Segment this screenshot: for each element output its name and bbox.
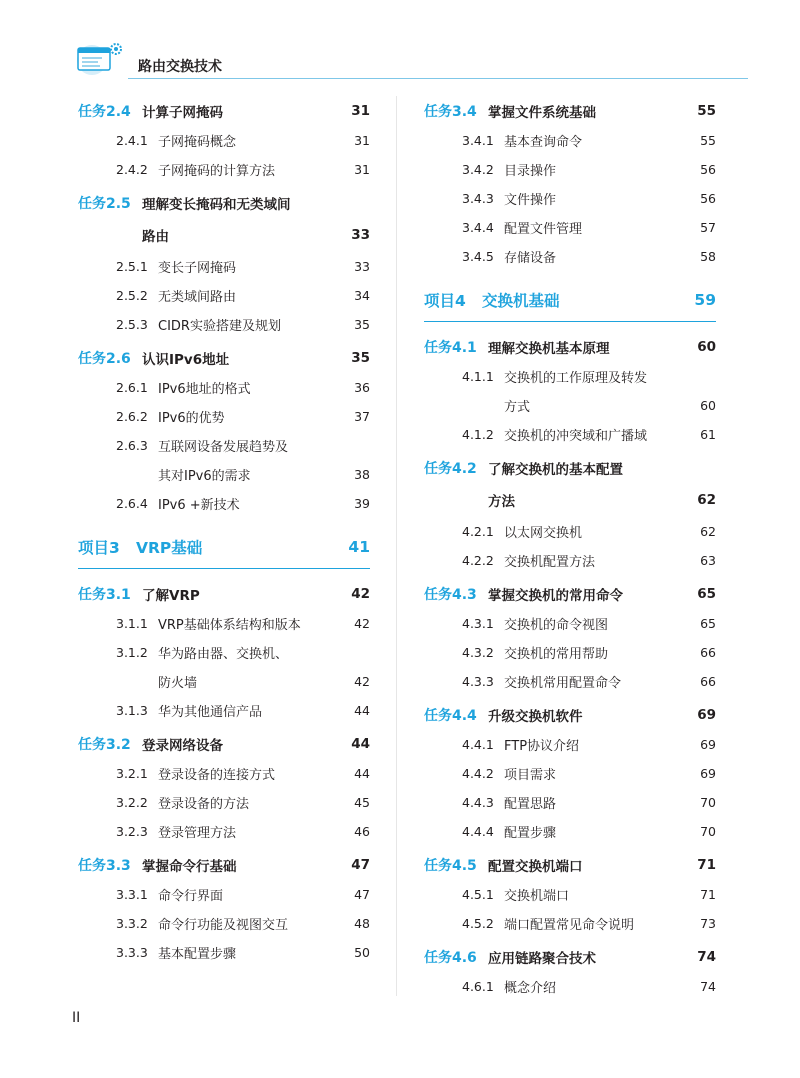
toc-entry-title: 无类域间路由	[158, 290, 237, 305]
toc-entry-title: 端口配置常见命令说明	[504, 918, 635, 933]
column-divider	[396, 96, 397, 996]
toc-entry-page: 70	[700, 795, 716, 810]
header-title: 路由交换技术	[138, 59, 222, 75]
toc-section-entry[interactable]	[78, 402, 370, 431]
toc-entry-title: 认识IPv6地址	[142, 352, 230, 368]
toc-entry-title: 登录设备的方法	[158, 797, 250, 812]
toc-entry-title: 命令行功能及视图交互	[158, 918, 289, 933]
toc-entry-title: 目录操作	[504, 164, 557, 179]
toc-entry-number: 4.3.1	[462, 616, 494, 631]
toc-entry-title: 方法	[488, 494, 515, 510]
toc-entry-title: 配置步骤	[504, 826, 557, 841]
toc-entry-title: 登录管理方法	[158, 826, 237, 841]
toc-section-entry[interactable]	[78, 460, 370, 489]
toc-entry-title: 掌握交换机的常用命令	[488, 588, 623, 604]
toc-entry-page: 33	[351, 227, 370, 243]
toc-section-entry[interactable]	[424, 362, 716, 391]
toc-entry-title: 以太网交换机	[504, 526, 583, 541]
toc-entry-number: 2.6.4	[116, 496, 148, 511]
toc-entry-title: 理解交换机基本原理	[488, 341, 610, 357]
toc-section-entry[interactable]	[78, 155, 370, 184]
toc-entry-title: IPv6 +新技术	[158, 498, 240, 513]
toc-entry-page: 50	[354, 945, 370, 960]
toc-entry-number: 2.6.2	[116, 409, 148, 424]
toc-entry-title: 方式	[504, 400, 531, 415]
toc-entry-title: 交换机端口	[504, 889, 570, 904]
toc-entry-title: 配置思路	[504, 797, 557, 812]
toc-entry-page: 38	[354, 467, 370, 482]
toc-entry-page: 71	[697, 857, 716, 873]
toc-entry-page: 33	[354, 259, 370, 274]
toc-entry-number: 4.5.2	[462, 916, 494, 931]
toc-task-entry[interactable]	[78, 96, 370, 126]
toc-entry-page: 70	[700, 824, 716, 839]
toc-entry-page: 45	[354, 795, 370, 810]
toc-entry-title: 了解交换机的基本配置	[488, 462, 623, 478]
toc-entry-number: 2.5.2	[116, 288, 148, 303]
toc-entry-page: 44	[354, 766, 370, 781]
toc-task-entry[interactable]	[424, 942, 716, 972]
toc-section-entry[interactable]	[424, 609, 716, 638]
toc-project-entry[interactable]	[78, 526, 370, 569]
toc-entry-title: 基本查询命令	[504, 135, 583, 150]
toc-entry-number: 2.4.2	[116, 162, 148, 177]
toc-entry-number: 3.1.3	[116, 703, 148, 718]
toc-section-entry[interactable]	[424, 909, 716, 938]
toc-entry-page: 62	[700, 524, 716, 539]
toc-entry-title: IPv6地址的格式	[158, 382, 251, 397]
toc-section-entry[interactable]	[424, 817, 716, 846]
toc-section-entry[interactable]	[78, 909, 370, 938]
toc-entry-number: 2.6.1	[116, 380, 148, 395]
toc-entry-number: 4.5.1	[462, 887, 494, 902]
toc-entry-page: 59	[694, 291, 716, 309]
toc-entry-page: 47	[351, 857, 370, 873]
toc-entry-title: 交换机的工作原理及转发	[504, 371, 648, 386]
toc-task-entry[interactable]	[78, 343, 370, 373]
toc-entry-page: 39	[354, 496, 370, 511]
toc-section-entry[interactable]	[424, 517, 716, 546]
toc-entry-number: 4.2.1	[462, 524, 494, 539]
toc-entry-title: 互联网设备发展趋势及	[158, 440, 289, 455]
toc-entry-page: 37	[354, 409, 370, 424]
toc-entry-number: 任务4.1	[424, 340, 477, 356]
toc-entry-page: 35	[351, 350, 370, 366]
toc-entry-title: FTP协议介绍	[504, 739, 580, 754]
toc-section-entry[interactable]	[424, 546, 716, 575]
toc-entry-title: 文件操作	[504, 193, 557, 208]
toc-entry-title: 交换机配置方法	[504, 555, 596, 570]
toc-section-entry[interactable]	[78, 817, 370, 846]
toc-section-entry[interactable]	[78, 667, 370, 696]
toc-entry-title: 交换机的常用帮助	[504, 647, 609, 662]
toc-entry-title: 交换机基础	[482, 292, 560, 310]
toc-task-entry[interactable]	[424, 483, 716, 517]
toc-entry-title: 登录设备的连接方式	[158, 768, 276, 783]
toc-entry-number: 3.4.2	[462, 162, 494, 177]
toc-section-entry[interactable]	[78, 788, 370, 817]
toc-entry-page: 73	[700, 916, 716, 931]
toc-section-entry[interactable]	[424, 242, 716, 271]
toc-entry-number: 任务2.5	[78, 196, 131, 212]
toc-task-entry[interactable]	[424, 579, 716, 609]
toc-entry-number: 3.1.1	[116, 616, 148, 631]
toc-entry-number: 任务3.2	[78, 737, 131, 753]
toc-entry-number: 4.4.4	[462, 824, 494, 839]
toc-entry-title: 防火墙	[158, 676, 198, 691]
toc-entry-page: 42	[354, 616, 370, 631]
toc-section-entry[interactable]	[424, 638, 716, 667]
toc-entry-page: 65	[700, 616, 716, 631]
toc-entry-number: 2.6.3	[116, 438, 148, 453]
toc-section-entry[interactable]	[78, 310, 370, 339]
header-rule	[128, 78, 748, 79]
toc-entry-page: 34	[354, 288, 370, 303]
toc-entry-page: 56	[700, 191, 716, 206]
toc-entry-title: CIDR实验搭建及规划	[158, 319, 281, 334]
toc-entry-page: 55	[697, 103, 716, 119]
toc-entry-title: 存储设备	[504, 251, 557, 266]
toc-entry-title: 交换机的冲突域和广播域	[504, 429, 648, 444]
toc-entry-page: 62	[697, 492, 716, 508]
toc-entry-title: 配置交换机端口	[488, 859, 583, 875]
toc-entry-number: 任务3.1	[78, 587, 131, 603]
toc-entry-page: 31	[354, 133, 370, 148]
toc-entry-page: 65	[697, 586, 716, 602]
toc-section-entry[interactable]	[78, 696, 370, 725]
toc-entry-title: 交换机常用配置命令	[504, 676, 622, 691]
toc-entry-title: 掌握命令行基础	[142, 859, 237, 875]
toc-entry-number: 任务3.3	[78, 858, 131, 874]
toc-entry-number: 任务4.4	[424, 708, 477, 724]
toc-entry-page: 42	[351, 586, 370, 602]
toc-section-entry[interactable]	[78, 609, 370, 638]
toc-entry-title: 应用链路聚合技术	[488, 951, 596, 967]
toc-entry-page: 55	[700, 133, 716, 148]
toc-entry-page: 48	[354, 916, 370, 931]
toc-task-entry[interactable]	[78, 579, 370, 609]
toc-entry-page: 57	[700, 220, 716, 235]
toc-entry-page: 47	[354, 887, 370, 902]
toc-entry-number: 3.3.3	[116, 945, 148, 960]
toc-entry-page: 60	[700, 398, 716, 413]
toc-section-entry[interactable]	[424, 213, 716, 242]
toc-entry-page: 58	[700, 249, 716, 264]
toc-entry-page: 69	[700, 766, 716, 781]
toc-entry-title: 理解变长掩码和无类域间	[142, 197, 291, 213]
toc-section-entry[interactable]	[78, 126, 370, 155]
toc-task-entry[interactable]	[78, 850, 370, 880]
toc-section-entry[interactable]	[424, 391, 716, 420]
toc-entry-number: 4.2.2	[462, 553, 494, 568]
toc-entry-page: 46	[354, 824, 370, 839]
toc-entry-title: 升级交换机软件	[488, 709, 583, 725]
page-header	[72, 40, 732, 80]
toc-entry-page: 66	[700, 645, 716, 660]
toc-entry-number: 任务2.4	[78, 104, 131, 120]
toc-entry-page: 31	[351, 103, 370, 119]
window-gear-icon	[72, 40, 134, 80]
toc-entry-page: 36	[354, 380, 370, 395]
toc-section-entry[interactable]	[424, 184, 716, 213]
toc-entry-title: 交换机的命令视图	[504, 618, 609, 633]
toc-section-entry[interactable]	[424, 155, 716, 184]
toc-task-entry[interactable]	[424, 332, 716, 362]
toc-section-entry[interactable]	[424, 667, 716, 696]
toc-entry-title: VRP基础体系结构和版本	[158, 618, 301, 633]
toc-entry-page: 41	[348, 538, 370, 556]
toc-entry-number: 任务2.6	[78, 351, 131, 367]
toc-entry-title: 华为路由器、交换机、	[158, 647, 289, 662]
toc-entry-title: 子网掩码概念	[158, 135, 237, 150]
toc-entry-title: IPv6的优势	[158, 411, 225, 426]
toc-task-entry[interactable]	[78, 188, 370, 218]
toc-entry-number: 任务4.2	[424, 461, 477, 477]
toc-entry-title: 华为其他通信产品	[158, 705, 263, 720]
toc-entry-page: 71	[700, 887, 716, 902]
toc-section-entry[interactable]	[424, 788, 716, 817]
toc-entry-page: 61	[700, 427, 716, 442]
toc-entry-number: 2.5.3	[116, 317, 148, 332]
toc-entry-page: 42	[354, 674, 370, 689]
toc-section-entry[interactable]	[78, 252, 370, 281]
toc-project-entry[interactable]	[424, 279, 716, 322]
toc-section-entry[interactable]	[78, 880, 370, 909]
toc-task-entry[interactable]	[424, 453, 716, 483]
toc-section-entry[interactable]	[78, 938, 370, 967]
toc-entry-number: 4.1.2	[462, 427, 494, 442]
toc-entry-number: 3.4.3	[462, 191, 494, 206]
toc-section-entry[interactable]	[424, 759, 716, 788]
toc-entry-number: 4.1.1	[462, 369, 494, 384]
toc-entry-number: 3.2.3	[116, 824, 148, 839]
toc-entry-title: 了解VRP	[142, 588, 200, 604]
toc-entry-title: 变长子网掩码	[158, 261, 237, 276]
toc-entry-number: 4.3.3	[462, 674, 494, 689]
toc-entry-number: 4.6.1	[462, 979, 494, 994]
toc-entry-number: 3.4.1	[462, 133, 494, 148]
toc-entry-number: 2.4.1	[116, 133, 148, 148]
toc-section-entry[interactable]	[78, 431, 370, 460]
toc-entry-title: 路由	[142, 229, 169, 245]
toc-entry-page: 63	[700, 553, 716, 568]
toc-entry-page: 74	[697, 949, 716, 965]
toc-section-entry[interactable]	[424, 880, 716, 909]
toc-entry-number: 3.2.1	[116, 766, 148, 781]
toc-entry-page: 69	[697, 707, 716, 723]
toc-entry-title: 基本配置步骤	[158, 947, 237, 962]
toc-entry-number: 4.3.2	[462, 645, 494, 660]
page-number: II	[72, 1010, 81, 1026]
toc-entry-title: 登录网络设备	[142, 738, 223, 754]
toc-entry-number: 3.4.4	[462, 220, 494, 235]
toc-section-entry[interactable]	[424, 730, 716, 759]
toc-entry-number: 3.2.2	[116, 795, 148, 810]
toc-entry-number: 3.3.2	[116, 916, 148, 931]
toc-entry-number: 3.3.1	[116, 887, 148, 902]
toc-entry-title: 其对IPv6的需求	[158, 469, 251, 484]
toc-left-column	[78, 92, 370, 967]
toc-section-entry[interactable]	[424, 420, 716, 449]
toc-entry-title: 命令行界面	[158, 889, 224, 904]
toc-entry-number: 项目3	[78, 539, 120, 557]
toc-entry-page: 35	[354, 317, 370, 332]
toc-entry-page: 31	[354, 162, 370, 177]
toc-section-entry[interactable]	[78, 373, 370, 402]
toc-entry-number: 3.1.2	[116, 645, 148, 660]
toc-right-column	[424, 92, 716, 1001]
toc-entry-number: 任务4.3	[424, 587, 477, 603]
toc-entry-number: 4.4.3	[462, 795, 494, 810]
toc-entry-title: VRP基础	[136, 539, 203, 557]
toc-entry-page: 69	[700, 737, 716, 752]
toc-task-entry[interactable]	[424, 700, 716, 730]
toc-entry-page: 74	[700, 979, 716, 994]
toc-entry-page: 44	[354, 703, 370, 718]
toc-entry-title: 概念介绍	[504, 981, 557, 996]
toc-entry-number: 任务3.4	[424, 104, 477, 120]
toc-section-entry[interactable]	[78, 489, 370, 518]
toc-entry-number: 任务4.5	[424, 858, 477, 874]
toc-entry-number: 4.4.1	[462, 737, 494, 752]
toc-entry-title: 配置文件管理	[504, 222, 583, 237]
toc-task-entry[interactable]	[424, 850, 716, 880]
toc-entry-page: 60	[697, 339, 716, 355]
toc-entry-number: 2.5.1	[116, 259, 148, 274]
toc-entry-title: 计算子网掩码	[142, 105, 223, 121]
toc-section-entry[interactable]	[78, 759, 370, 788]
toc-entry-title: 子网掩码的计算方法	[158, 164, 276, 179]
toc-entry-title: 掌握文件系统基础	[488, 105, 596, 121]
toc-task-entry[interactable]	[424, 96, 716, 126]
toc-section-entry[interactable]	[424, 972, 716, 1001]
toc-entry-title: 项目需求	[504, 768, 557, 783]
toc-entry-number: 3.4.5	[462, 249, 494, 264]
toc-entry-number: 任务4.6	[424, 950, 477, 966]
toc-entry-page: 56	[700, 162, 716, 177]
toc-entry-page: 66	[700, 674, 716, 689]
toc-section-entry[interactable]	[78, 281, 370, 310]
toc-section-entry[interactable]	[78, 638, 370, 667]
toc-entry-number: 项目4	[424, 292, 466, 310]
toc-entry-number: 4.4.2	[462, 766, 494, 781]
toc-task-entry[interactable]	[78, 218, 370, 252]
toc-section-entry[interactable]	[424, 126, 716, 155]
toc-task-entry[interactable]	[78, 729, 370, 759]
toc-entry-page: 44	[351, 736, 370, 752]
